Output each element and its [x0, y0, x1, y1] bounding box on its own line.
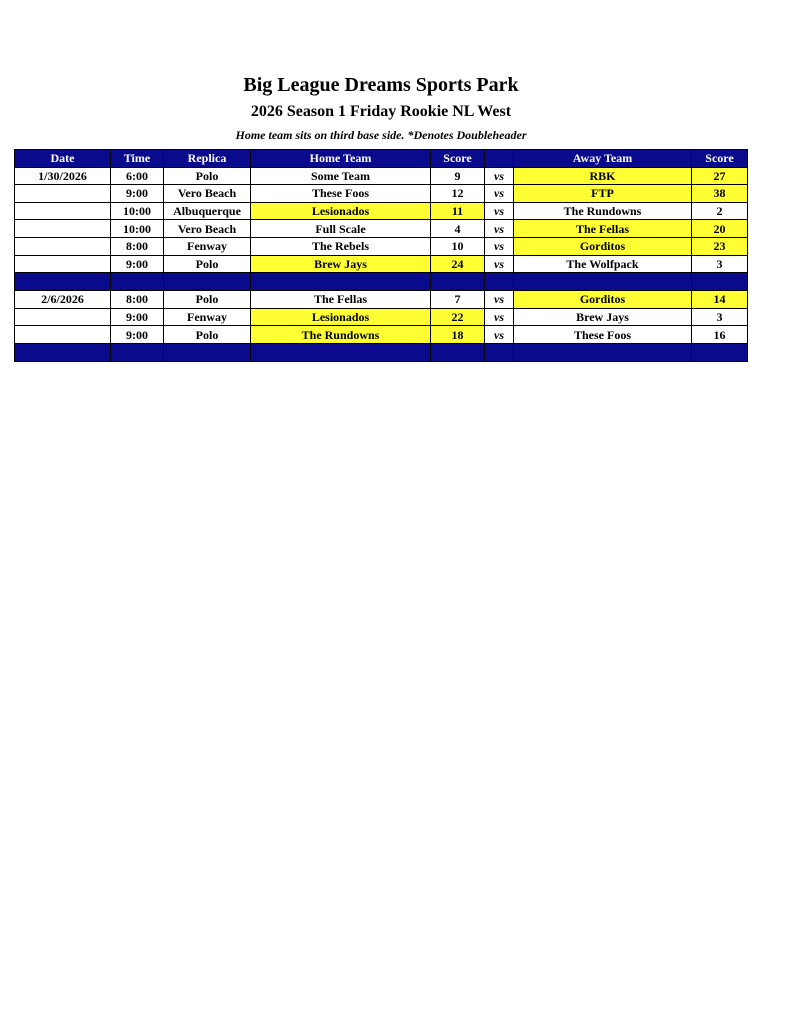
separator-cell [485, 273, 514, 291]
cell-date [15, 202, 111, 220]
cell-vs: vs [485, 167, 514, 185]
cell-away-team: These Foos [514, 326, 692, 344]
col-header-home-team: Home Team [251, 150, 431, 168]
cell-time: 6:00 [111, 167, 164, 185]
separator-cell [485, 343, 514, 361]
separator-row [15, 273, 748, 291]
cell-away-score: 14 [692, 291, 748, 309]
cell-home-team: The Rebels [251, 237, 431, 255]
cell-replica: Polo [164, 291, 251, 309]
table-row [15, 255, 748, 273]
cell-date [15, 185, 111, 203]
table-row [15, 326, 748, 344]
separator-cell [111, 343, 164, 361]
cell-home-team: These Foos [251, 185, 431, 203]
separator-cell [251, 343, 431, 361]
col-header-away-score: Score [692, 150, 748, 168]
cell-away-team: The Fellas [514, 220, 692, 238]
table-row [15, 237, 748, 255]
col-header-replica: Replica [164, 150, 251, 168]
cell-away-team: Gorditos [514, 291, 692, 309]
cell-vs: vs [485, 326, 514, 344]
cell-vs: vs [485, 291, 514, 309]
cell-away-score: 20 [692, 220, 748, 238]
cell-replica: Polo [164, 167, 251, 185]
separator-cell [514, 273, 692, 291]
separator-cell [431, 273, 485, 291]
cell-away-score: 3 [692, 255, 748, 273]
cell-away-team: RBK [514, 167, 692, 185]
cell-replica: Albuquerque [164, 202, 251, 220]
cell-time: 9:00 [111, 255, 164, 273]
cell-vs: vs [485, 255, 514, 273]
cell-replica: Polo [164, 326, 251, 344]
cell-home-score: 18 [431, 326, 485, 344]
cell-replica: Vero Beach [164, 185, 251, 203]
cell-home-score: 22 [431, 308, 485, 326]
separator-row [15, 343, 748, 361]
cell-away-score: 2 [692, 202, 748, 220]
cell-date [15, 220, 111, 238]
cell-vs: vs [485, 308, 514, 326]
cell-date [15, 255, 111, 273]
cell-vs: vs [485, 237, 514, 255]
cell-time: 8:00 [111, 237, 164, 255]
cell-time: 10:00 [111, 202, 164, 220]
separator-cell [111, 273, 164, 291]
col-header-vs [485, 150, 514, 168]
cell-time: 10:00 [111, 220, 164, 238]
separator-cell [692, 273, 748, 291]
table-row [15, 308, 748, 326]
cell-away-score: 27 [692, 167, 748, 185]
cell-time: 8:00 [111, 291, 164, 309]
cell-home-team: The Rundowns [251, 326, 431, 344]
cell-home-team: Full Scale [251, 220, 431, 238]
col-header-home-score: Score [431, 150, 485, 168]
cell-away-score: 38 [692, 185, 748, 203]
col-header-away-team: Away Team [514, 150, 692, 168]
cell-time: 9:00 [111, 326, 164, 344]
col-header-date: Date [15, 150, 111, 168]
table-row [15, 202, 748, 220]
cell-home-team: Some Team [251, 167, 431, 185]
schedule-table [14, 149, 748, 362]
separator-cell [514, 343, 692, 361]
header-row [15, 150, 748, 168]
cell-replica: Fenway [164, 237, 251, 255]
cell-date [15, 237, 111, 255]
cell-replica: Fenway [164, 308, 251, 326]
cell-away-team: The Wolfpack [514, 255, 692, 273]
cell-home-team: Lesionados [251, 202, 431, 220]
cell-vs: vs [485, 202, 514, 220]
cell-home-score: 24 [431, 255, 485, 273]
table-row [15, 185, 748, 203]
cell-home-team: Lesionados [251, 308, 431, 326]
cell-home-score: 7 [431, 291, 485, 309]
cell-away-team: The Rundowns [514, 202, 692, 220]
cell-home-team: Brew Jays [251, 255, 431, 273]
page-title: Big League Dreams Sports Park [243, 74, 519, 96]
cell-date: 2/6/2026 [15, 291, 111, 309]
cell-home-score: 4 [431, 220, 485, 238]
page-subtitle: 2026 Season 1 Friday Rookie NL West [250, 103, 512, 120]
cell-away-team: FTP [514, 185, 692, 203]
col-header-time: Time [111, 150, 164, 168]
cell-date: 1/30/2026 [15, 167, 111, 185]
schedule-note: Home team sits on third base side. *Denotes Doubleheader [235, 128, 527, 142]
separator-cell [15, 343, 111, 361]
separator-cell [251, 273, 431, 291]
cell-home-score: 10 [431, 237, 485, 255]
cell-home-score: 12 [431, 185, 485, 203]
cell-home-score: 11 [431, 202, 485, 220]
cell-time: 9:00 [111, 308, 164, 326]
cell-vs: vs [485, 185, 514, 203]
cell-replica: Vero Beach [164, 220, 251, 238]
separator-cell [164, 273, 251, 291]
table-row [15, 220, 748, 238]
cell-home-team: The Fellas [251, 291, 431, 309]
separator-cell [15, 273, 111, 291]
cell-away-score: 23 [692, 237, 748, 255]
cell-away-score: 3 [692, 308, 748, 326]
separator-cell [431, 343, 485, 361]
cell-vs: vs [485, 220, 514, 238]
cell-time: 9:00 [111, 185, 164, 203]
separator-cell [692, 343, 748, 361]
cell-date [15, 326, 111, 344]
table-row [15, 291, 748, 309]
cell-home-score: 9 [431, 167, 485, 185]
cell-replica: Polo [164, 255, 251, 273]
cell-away-team: Brew Jays [514, 308, 692, 326]
cell-date [15, 308, 111, 326]
cell-away-score: 16 [692, 326, 748, 344]
cell-away-team: Gorditos [514, 237, 692, 255]
separator-cell [164, 343, 251, 361]
table-row [15, 167, 748, 185]
